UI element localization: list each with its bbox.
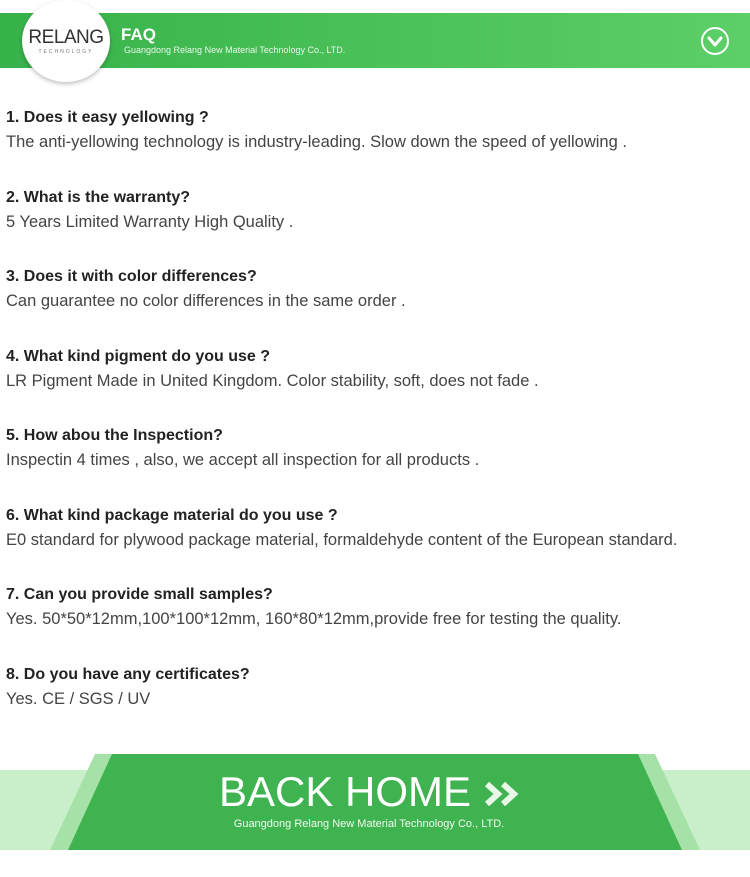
faq-item (6, 425, 746, 505)
footer-company-name: Guangdong Relang New Material Technology Co., LTD. (233, 818, 505, 830)
faq-answer: Yes. 50*50*12mm,100*100*12mm, 160*80*12mm,provide free for testing the quality. (6, 610, 622, 628)
company-logo[interactable] (22, 0, 110, 82)
faq-question: 2. What is the warranty? (6, 188, 191, 206)
logo-tagline: TECHNOLOGY (38, 48, 94, 55)
faq-item (6, 266, 746, 346)
faq-item (6, 584, 746, 664)
header-company-name: Guangdong Relang New Material Technology Co., LTD. (124, 45, 346, 55)
faq-list (6, 107, 746, 743)
faq-question: 6. What kind package material do you use ? (6, 506, 338, 524)
back-home-banner[interactable] (0, 754, 750, 850)
page-title: FAQ (121, 25, 156, 44)
faq-question: 7. Can you provide small samples? (6, 586, 273, 603)
faq-question: 5. How abou the Inspection? (6, 427, 223, 444)
faq-question: 3. Does it with color differences? (6, 268, 257, 285)
faq-item (6, 346, 746, 426)
faq-question: 8. Do you have any certificates? (6, 665, 250, 683)
faq-answer: Inspectin 4 times , also, we accept all inspection for all products . (6, 451, 480, 469)
double-chevron-right-icon (484, 781, 522, 807)
header-bar (0, 13, 750, 68)
faq-answer: The anti-yellowing technology is industry-leading. Slow down the speed of yellowing . (6, 133, 627, 151)
faq-item (6, 664, 746, 744)
logo-wordmark: RELANG (28, 26, 104, 48)
faq-question: 4. What kind pigment do you use ? (6, 347, 271, 365)
faq-answer: 5 Years Limited Warranty High Quality . (6, 212, 294, 231)
faq-answer: LR Pigment Made in United Kingdom. Color stability, soft, does not fade . (6, 371, 539, 390)
faq-answer: Yes. CE / SGS / UV (6, 689, 151, 708)
page-header (0, 0, 750, 80)
back-home-button[interactable]: BACK HOME (219, 768, 472, 815)
faq-answer: E0 standard for plywood package material, formaldehyde content of the European standard. (6, 530, 678, 549)
faq-item (6, 107, 746, 187)
faq-item (6, 187, 746, 267)
check-circle-icon[interactable] (701, 27, 729, 55)
faq-item (6, 505, 746, 585)
faq-question: 1. Does it easy yellowing ? (6, 109, 209, 126)
faq-answer: Can guarantee no color differences in the same order . (6, 292, 406, 310)
